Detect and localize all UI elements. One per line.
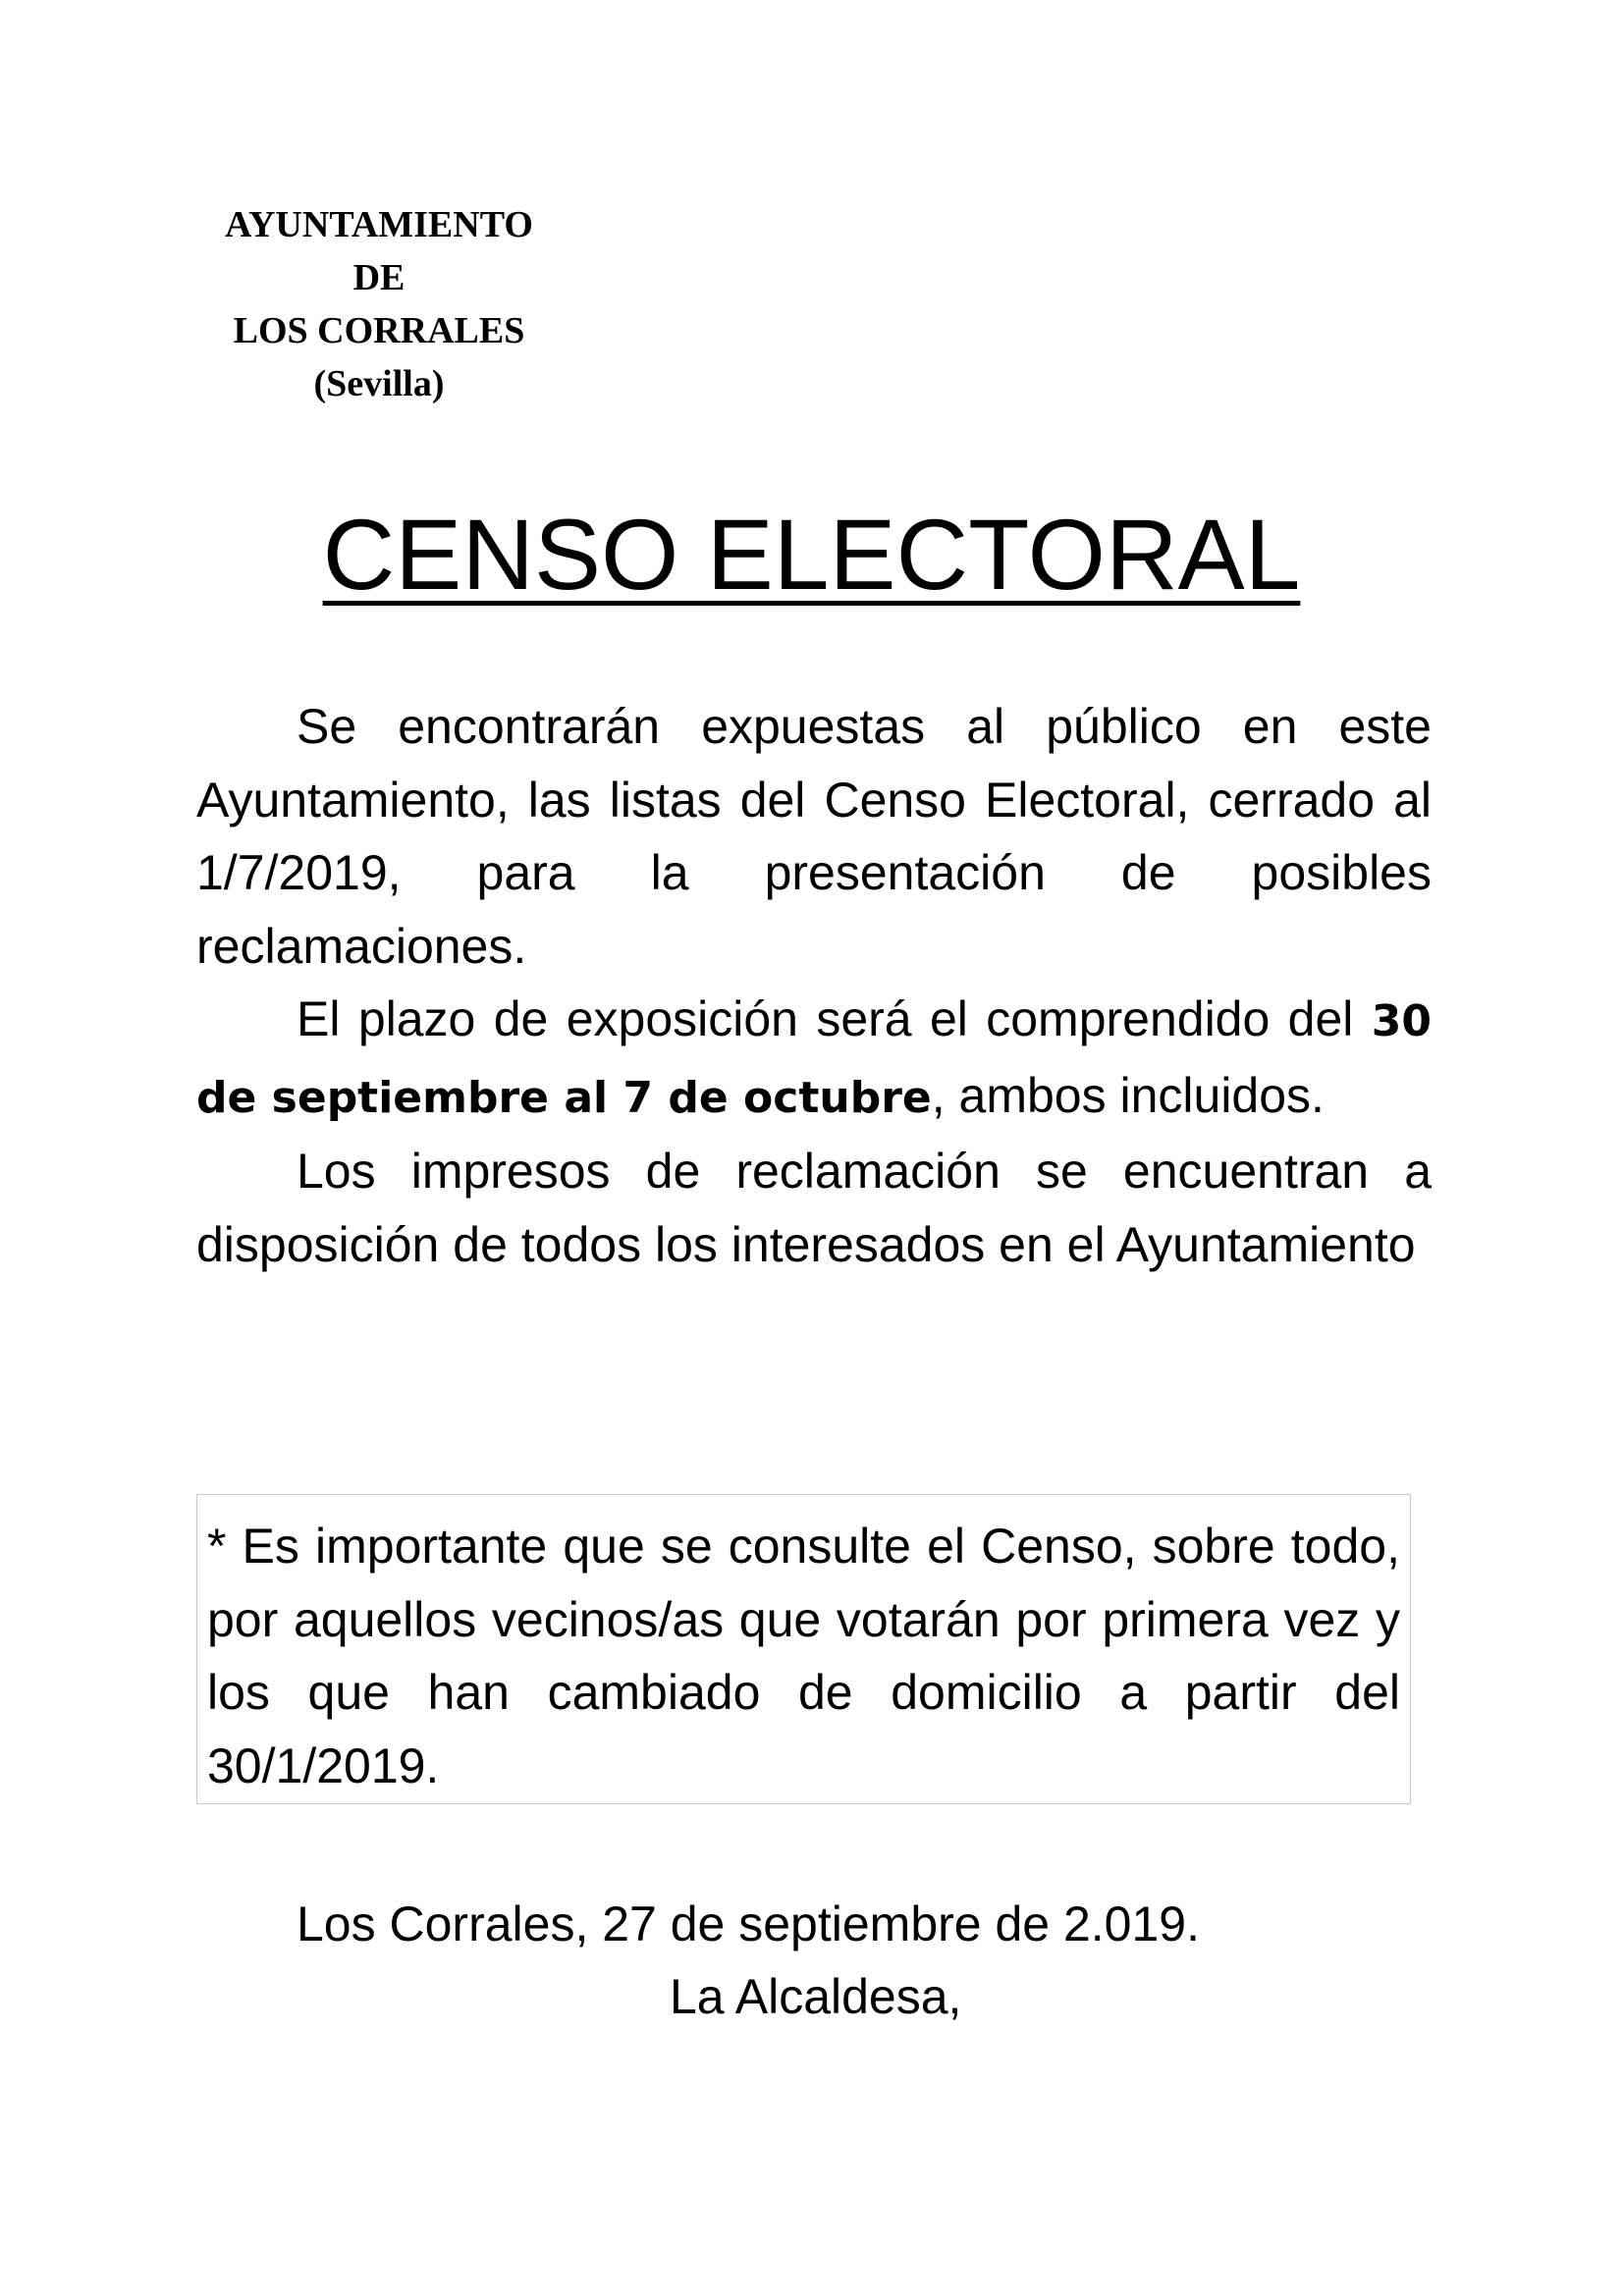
institution-header	[196, 198, 562, 410]
signature-line: La Alcaldesa,	[670, 1969, 962, 2024]
header-line-los-corrales: LOS CORRALES	[233, 310, 525, 351]
place-date: Los Corrales, 27 de septiembre de 2.019.	[297, 1896, 1200, 1951]
header-line-de: DE	[352, 257, 406, 298]
document-body	[196, 690, 1432, 1281]
important-notice-text: * Es importante que se consulte el Censo, sobre todo, por aquellos vecinos/as que votarán por primera vez y los que han cambiado de domicilio a partir del 30/1/2019.	[207, 1519, 1400, 1793]
paragraph-deadline	[196, 983, 1432, 1135]
page-title: CENSO ELECTORAL	[322, 499, 1301, 611]
deadline-text-after: , ambos incluidos.	[931, 1067, 1325, 1123]
paragraph-forms: Los impresos de reclamación se encuentran a disposición de todos los interesados en el Ayuntamiento	[196, 1144, 1432, 1272]
deadline-text-before: El plazo de exposición será el comprendido del	[297, 991, 1372, 1046]
header-line-ayuntamiento: AYUNTAMIENTO	[225, 204, 533, 245]
header-line-sevilla: (Sevilla)	[313, 363, 445, 404]
deadline-dates: 30 de septiembre al 7 de octubre	[196, 996, 1432, 1123]
paragraph-exposure: Se encontrarán expuestas al público en este Ayuntamiento, las listas del Censo Electoral, cerrado al 1/7/2019, para la presentación de posibles reclamaciones.	[196, 699, 1432, 974]
important-notice-box	[196, 1494, 1411, 1804]
